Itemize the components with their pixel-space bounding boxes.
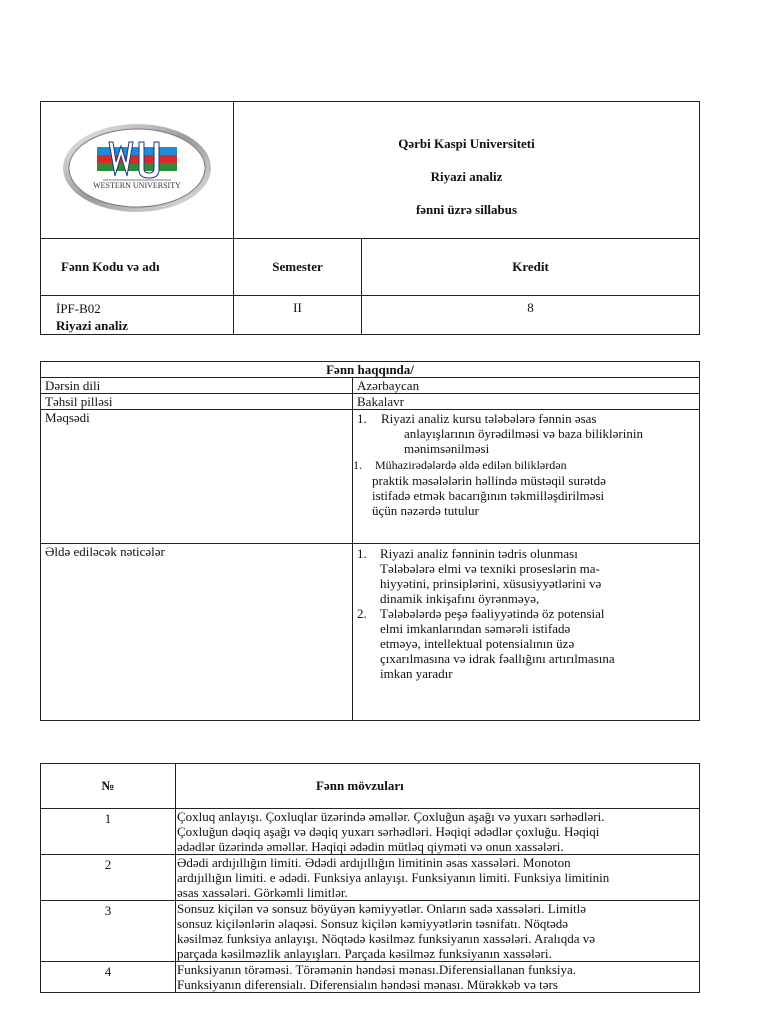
results-value [353,544,700,721]
logo-text: WESTERN UNIVERSITY [93,180,181,190]
code-label: Fənn Kodu və adı [41,239,234,296]
topic-text: Çoxluq anlayışı. Çoxluqlar üzərində əməllər. Çoxluğun aşağı və yuxarı sərhədləri. Çoxluğun dəqiq aşağı və dəqiq yuxarı sərhədləri. Həqiqi ədədlər çoxluğu. Həqiqi ədədlər üzərində əməllər. Həqiqi ədədin mütləq qiyməti və onun xassələri. [176,809,700,855]
language-value: Azərbaycan [353,378,700,394]
credit-label: Kredit [362,239,700,296]
topic-number: 3 [41,901,176,962]
level-value: Bakalavr [353,394,700,410]
topic-number: 4 [41,962,176,993]
course-name: Riyazi analiz [56,318,128,333]
goal-item: 1. Riyazi analiz kursu tələbələrə fənnin əsas anlayışlarının öyrədilməsi və baza biliklərinin mənimsənilməsi [357,411,643,456]
language-label: Dərsin dili [41,378,353,394]
credit-value: 8 [362,296,700,335]
logo-cell [41,102,234,239]
syllabus-title: fənni üzrə sillabus [415,202,518,217]
topic-number: 1 [41,809,176,855]
university-name: Qərbi Kaspi Universiteti [398,136,535,151]
flag-stripe-blue [97,147,177,155]
table-row [41,962,700,993]
course-code: İPF-B02 [56,301,101,316]
subject-title: Riyazi analiz [430,169,503,184]
result-item: 1. Riyazi analiz fənninin tədris olunması Tələbələrə elmi və texniki proseslərin ma- hiyyətini, prinsiplərini, xüsusiyyətlərini və dinamik inkişafını öyrənməyə, [357,546,602,606]
university-logo [61,122,213,214]
table-row [41,809,700,855]
semester-label: Semester [234,239,362,296]
goal-label: Məqsədi [41,410,353,544]
header-table [40,101,700,335]
results-label: Əldə ediləcək nəticələr [41,544,353,721]
topic-text: Funksiyanın törəməsi. Törəmənin həndəsi mənası.Diferensiallanan funksiya. Funksiyanın diferensialı. Diferensialın həndəsi mənası. Mürəkkəb və tərs [176,962,700,993]
info-title: Fənn haqqında/ [41,362,700,378]
goal-item: 1. Mühazirədələrdə əldə edilən biliklərdən praktik məsələlərin həllində müstəqil surətdə istifadə etmək bacarığının təkmilləşdirilməsi üçün nəzərdə tutulur [353,458,606,518]
flag-stripe-green [97,163,177,171]
table-row [41,855,700,901]
semester-value: II [234,296,362,335]
goal-value [353,410,700,544]
topic-number: 2 [41,855,176,901]
level-label: Təhsil pilləsi [41,394,353,410]
course-info-table [40,361,700,721]
topics-title-header: Fənn mövzuları [176,764,700,809]
code-value-cell [41,296,234,335]
flag-stripe-red [97,155,177,163]
topic-text: Sonsuz kiçilən və sonsuz böyüyən kəmiyyətlər. Onların sadə xassələri. Limitlə sonsuz kiçilənlərin əlaqəsi. Sonsuz kiçilən kəmiyyətlərin təsnifatı. Nöqtədə kəsilməz funksiya anlayışı. Nöqtədə kəsilməz funksiyanın xassələri. Aralıqda və parçada kəsilməzlik anlayışları. Parçada kəsilməz funksiyanın xassələri. [176,901,700,962]
table-row [41,901,700,962]
topics-table [40,763,700,993]
result-item: 2. Tələbələrdə peşə fəaliyyətində öz potensial elmi imkanlarından səmərəli istifadə etməyə, intellektual potensialının üzə çıxarılmasına və idrak fəallığını artırılmasına imkan yaradır [357,606,615,681]
topic-text: Ədədi ardıjıllığın limiti. Ədədi ardıjıllığın limitinin əsas xassələri. Monoton ardıjıllığın limiti. e ədədi. Funksiya anlayışı. Funksiyanın limiti. Funksiya limitinin əsas xassələri. Görkəmli limitlər. [176,855,700,901]
title-cell [234,102,700,239]
topics-num-header: № [41,764,176,809]
